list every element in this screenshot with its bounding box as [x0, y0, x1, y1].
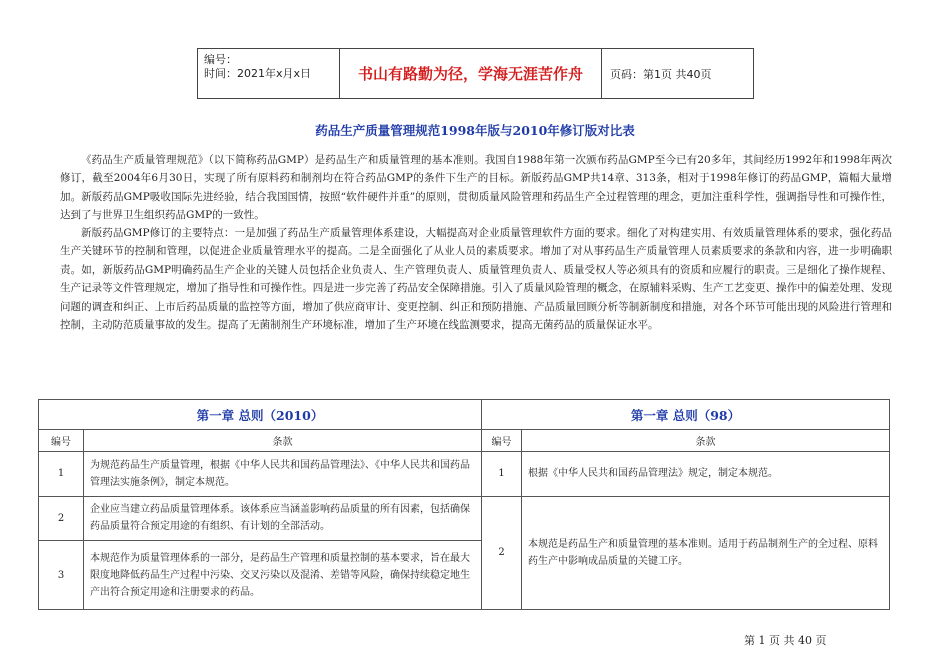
row-num-98: 1 — [482, 452, 522, 496]
page-header — [197, 48, 754, 99]
col-num-98: 编号 — [482, 430, 522, 452]
header-motto: 书山有路勤为径，学海无涯苦作舟 — [340, 49, 602, 98]
col-num-2010: 编号 — [39, 430, 84, 452]
chapter-2010-heading: 第一章 总则（2010） — [39, 400, 482, 430]
header-meta — [198, 49, 340, 98]
document-title: 药品生产质量管理规范1998年版与2010年修订版对比表 — [315, 123, 635, 138]
table-row — [39, 496, 890, 540]
row-clause-2010: 为规范药品生产质量管理，根据《中华人民共和国药品管理法》、《中华人民共和国药品管理法实施条例》，制定本规范。 — [84, 452, 482, 496]
row-num-2010: 3 — [39, 541, 84, 610]
chapter-98-heading: 第一章 总则（98） — [482, 400, 890, 430]
page-footer: 第 1 页 共 40 页 — [744, 634, 827, 647]
chapter-row — [39, 400, 890, 430]
row-clause-98: 根据《中华人民共和国药品管理法》规定，制定本规范。 — [522, 452, 890, 496]
row-clause-2010: 企业应当建立药品质量管理体系。该体系应当涵盖影响药品质量的所有因素，包括确保药品质量符合预定用途的有组织、有计划的全部活动。 — [84, 496, 482, 540]
row-num-2010: 2 — [39, 496, 84, 540]
time-label: 时间：2021年x月x日 — [204, 67, 312, 80]
comparison-table — [38, 399, 890, 610]
col-clause-2010: 条款 — [84, 430, 482, 452]
table-row — [39, 452, 890, 496]
row-clause-2010: 本规范作为质量管理体系的一部分，是药品生产管理和质量控制的基本要求，旨在最大限度地降低药品生产过程中污染、交叉污染以及混淆、差错等风险，确保持续稳定地生产出符合预定用途和注册要求的药品。 — [84, 541, 482, 610]
row-num-98: 2 — [482, 496, 522, 609]
column-header-row — [39, 430, 890, 452]
intro-paragraph: 《药品生产质量管理规范》（以下简称药品GMP）是药品生产和质量管理的基本准则。我国自1988年第一次颁布药品GMP至今已有20多年，其间经历1992年和1998年两次修订，截至2004年6月30日，实现了所有原料药和制剂均在符合药品GMP的条件下生产的目标。新版药品GMP共14章、313条，相对于1998年修订的药品GMP，篇幅大量增加。新版药品GMP吸收国际先进经验，结合我国国情，按照“软件硬件并重”的原则，贯彻质量风险管理和药品生产全过程管理的理念，更加注重科学性，强调指导性和可操作性，达到了与世界卫生组织药品GMP的一致性。 — [60, 154, 892, 222]
row-clause-98: 本规范是药品生产和质量管理的基本准则。适用于药品制剂生产的全过程、原料药生产中影响成品质量的关键工序。 — [522, 496, 890, 609]
col-clause-98: 条款 — [522, 430, 890, 452]
header-page-label: 页码：第1页 共40页 — [610, 67, 712, 81]
features-paragraph: 新版药品GMP修订的主要特点：一是加强了药品生产质量管理体系建设，大幅提高对企业质量管理软件方面的要求。细化了对构建实用、有效质量管理体系的要求，强化药品生产关键环节的控制和管理，以促进企业质量管理水平的提高。二是全面强化了从业人员的素质要求。增加了对从事药品生产质量管理人员素质要求的条款和内容，进一步明确职责。如，新版药品GMP明确药品生产企业的关键人员包括企业负责人、生产管理负责人、质量管理负责人、质量受权人等必须具有的资质和应履行的职责。三是细化了操作规程、生产记录等文件管理规定，增加了指导性和可操作性。四是进一步完善了药品安全保障措施。引入了质量风险管理的概念，在原辅料采购、生产工艺变更、操作中的偏差处理、发现问题的调查和纠正、上市后药品质量的监控等方面，增加了供应商审计、变更控制、纠正和预防措施、产品质量回顾分析等制新制度和措施，对各个环节可能出现的风险进行管理和控制，主动防范质量事故的发生。提高了无菌制剂生产环境标准，增加了生产环境在线监测要求，提高无菌药品的质量保证水平。 — [60, 227, 892, 332]
number-label: 编号： — [204, 53, 237, 66]
row-num-2010: 1 — [39, 452, 84, 496]
